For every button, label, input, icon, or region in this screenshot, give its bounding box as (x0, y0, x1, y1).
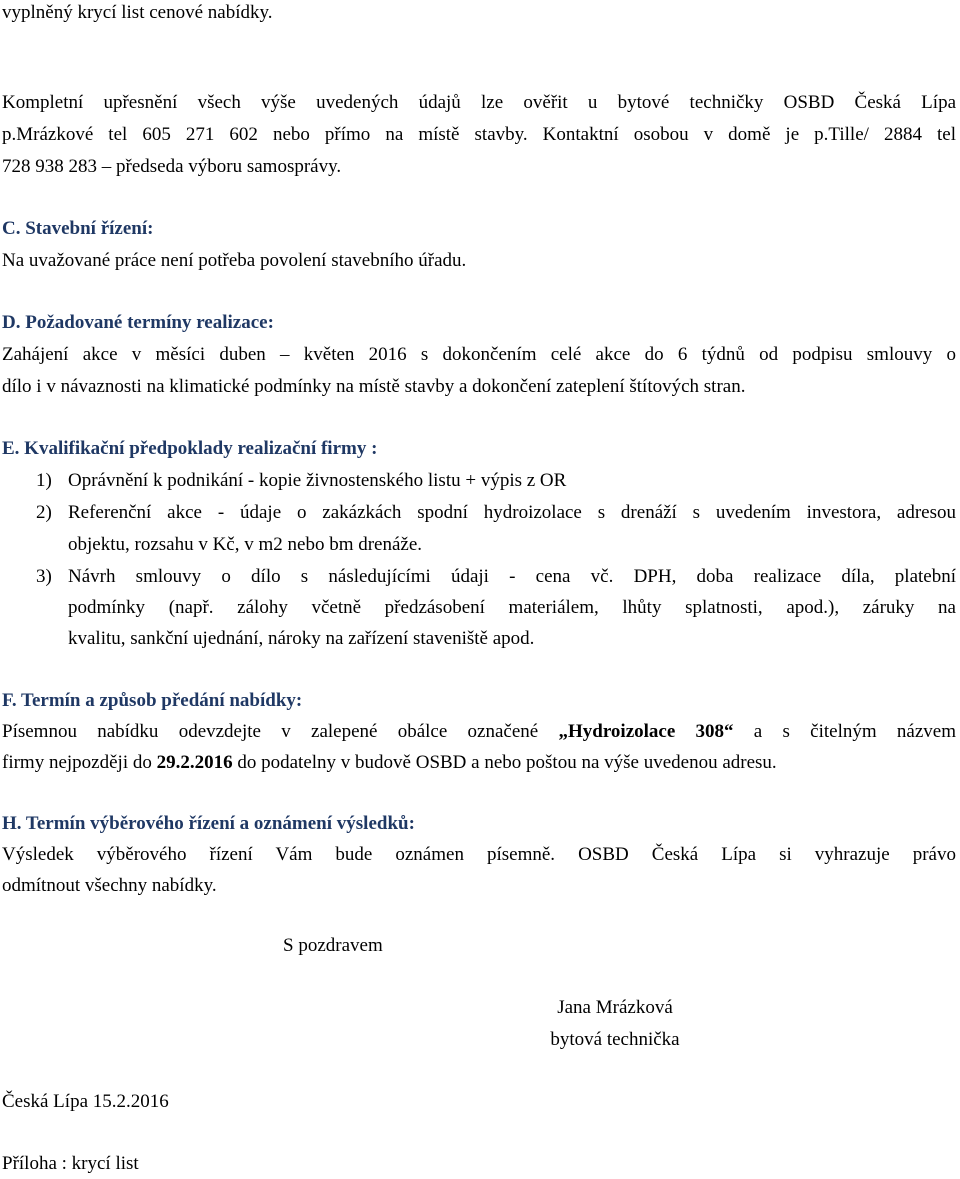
place-and-date: Česká Lípa 15.2.2016 (2, 1091, 169, 1112)
section-h-line-1: Výsledek výběrového řízení Vám bude oznámen písemně. OSBD Česká Lípa si vyhrazuje právo (2, 844, 956, 865)
list-item-2-line-1: Referenční akce - údaje o zakázkách spodní hydroizolace s drenáží s uvedením investora, adresou (68, 502, 956, 523)
deadline-date: 29.2.2016 (156, 752, 233, 773)
contact-line-3: 728 938 283 – předseda výboru samosprávy. (2, 156, 342, 177)
list-item-3-number: 3) (36, 566, 52, 587)
project-name: „Hydroizolace 308“ (558, 721, 734, 742)
section-d-line-1: Zahájení akce v měsíci duben – květen 2016 s dokončením celé akce do 6 týdnů od podpisu smlouvy o (2, 344, 956, 365)
section-c-heading: C. Stavební řízení: (2, 218, 154, 239)
greeting: S pozdravem (283, 935, 383, 956)
section-e-heading: E. Kvalifikační předpoklady realizační firmy : (2, 438, 378, 459)
section-f-line-2-part-c: do podatelny v budově OSBD a nebo poštou na výše uvedenou adresu. (232, 752, 777, 773)
section-h-line-2: odmítnout všechny nabídky. (2, 875, 217, 896)
list-item-2-number: 2) (36, 502, 52, 523)
list-item-1-number: 1) (36, 470, 52, 491)
section-c-text: Na uvažované práce není potřeba povolení stavebního úřadu. (2, 250, 467, 271)
section-d-line-2: dílo i v návaznosti na klimatické podmínky na místě stavby a dokončení zateplení štítových stran. (2, 376, 746, 397)
list-item-2-line-2: objektu, rozsahu v Kč, v m2 nebo bm drenáže. (68, 534, 423, 555)
list-item-3-line-1: Návrh smlouvy o dílo s následujícími údaji - cena vč. DPH, doba realizace díla, platební (68, 566, 956, 587)
section-f-line-1-part-c: a s čitelným názvem (733, 721, 956, 742)
section-f-line-2-part-a: firmy nejpozději do (2, 752, 157, 773)
section-f-line-1-part-a: Písemnou nabídku odevzdejte v zalepené obálce označené (2, 721, 559, 742)
list-item-3-line-3: kvalitu, sankční ujednání, nároky na zařízení staveniště apod. (68, 628, 535, 649)
signer-role: bytová technička (550, 1029, 680, 1050)
contact-line-2: p.Mrázkové tel 605 271 602 nebo přímo na místě stavby. Kontaktní osobou v domě je p.Tille/ 2884 tel (2, 124, 956, 145)
contact-line-1: Kompletní upřesnění všech výše uvedených údajů lze ověřit u bytové techničky OSBD Česká Lípa (2, 92, 956, 113)
section-f-line-2 (2, 747, 777, 778)
section-f-line-1 (2, 716, 956, 747)
section-f-heading: F. Termín a způsob předání nabídky: (2, 690, 303, 711)
section-h-heading: H. Termín výběrového řízení a oznámení výsledků: (2, 813, 415, 834)
list-item-3-line-2: podmínky (např. zálohy včetně předzásobení materiálem, lhůty splatnosti, apod.), záruky na (68, 597, 956, 618)
section-d-heading: D. Požadované termíny realizace: (2, 312, 274, 333)
attachment-note: Příloha : krycí list (2, 1153, 139, 1174)
signer-name: Jana Mrázková (557, 997, 673, 1018)
list-item-1-line-1: Oprávnění k podnikání - kopie živnostenského listu + výpis z OR (68, 470, 567, 491)
intro-text: vyplněný krycí list cenové nabídky. (2, 2, 273, 23)
